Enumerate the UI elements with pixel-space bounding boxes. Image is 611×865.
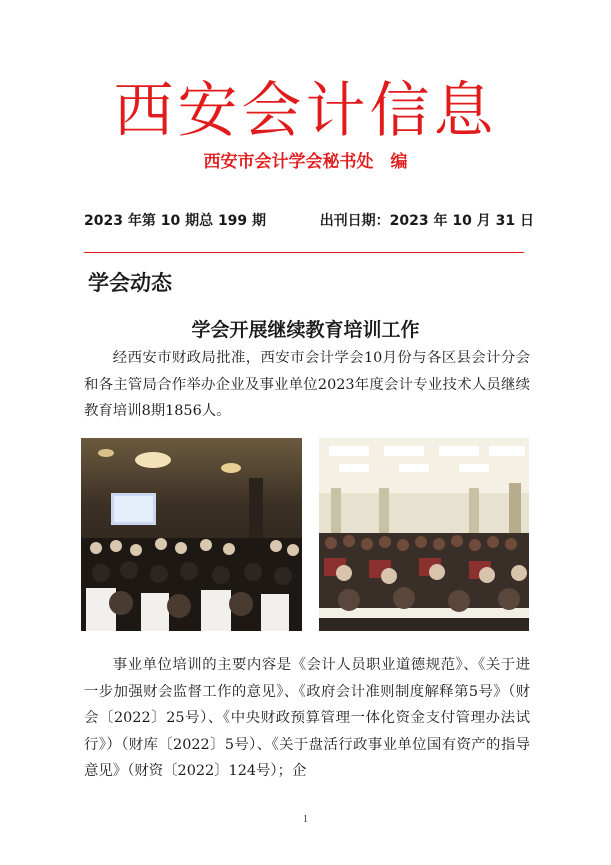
red-divider xyxy=(84,252,524,253)
article-title: 学会开展继续教育培训工作 xyxy=(191,319,420,341)
issue-line xyxy=(84,211,534,231)
issue-date: 出刊日期：2023 年 10 月 31 日 xyxy=(319,213,534,229)
article-paragraph-1: 经西安市财政局批准，西安市会计学会10月份与各区县会计分会和各主管局合作举办企业及事业单位2023年度会计专业技术人员继续教育培训8期1856人。 xyxy=(84,350,530,419)
article-paragraph-2: 事业单位培训的主要内容是《会计人员职业道德规范》、《关于进一步加强财会监督工作的意见》、《政府会计准则制度解释第5号》（财会〔2022〕25号）、《中央财政预算管理一体化资金支付管理办法试行》）（财库〔2022〕5号）、《关于盘活行政事业单位国有资产的指导意见》（财资〔2022〕124号）；企 xyxy=(84,657,530,779)
training-photo-right xyxy=(319,438,529,631)
masthead-title: 西安会计信息 xyxy=(113,76,498,146)
training-hall-image-left xyxy=(81,438,302,631)
section-heading: 学会动态 xyxy=(88,271,172,295)
training-photo-left xyxy=(81,438,302,631)
masthead-editor: 西安市会计学会秘书处 编 xyxy=(203,152,408,172)
issue-number: 2023 年第 10 期总 199 期 xyxy=(84,213,267,229)
page-number: 1 xyxy=(303,814,308,825)
training-hall-image-right xyxy=(319,438,529,631)
